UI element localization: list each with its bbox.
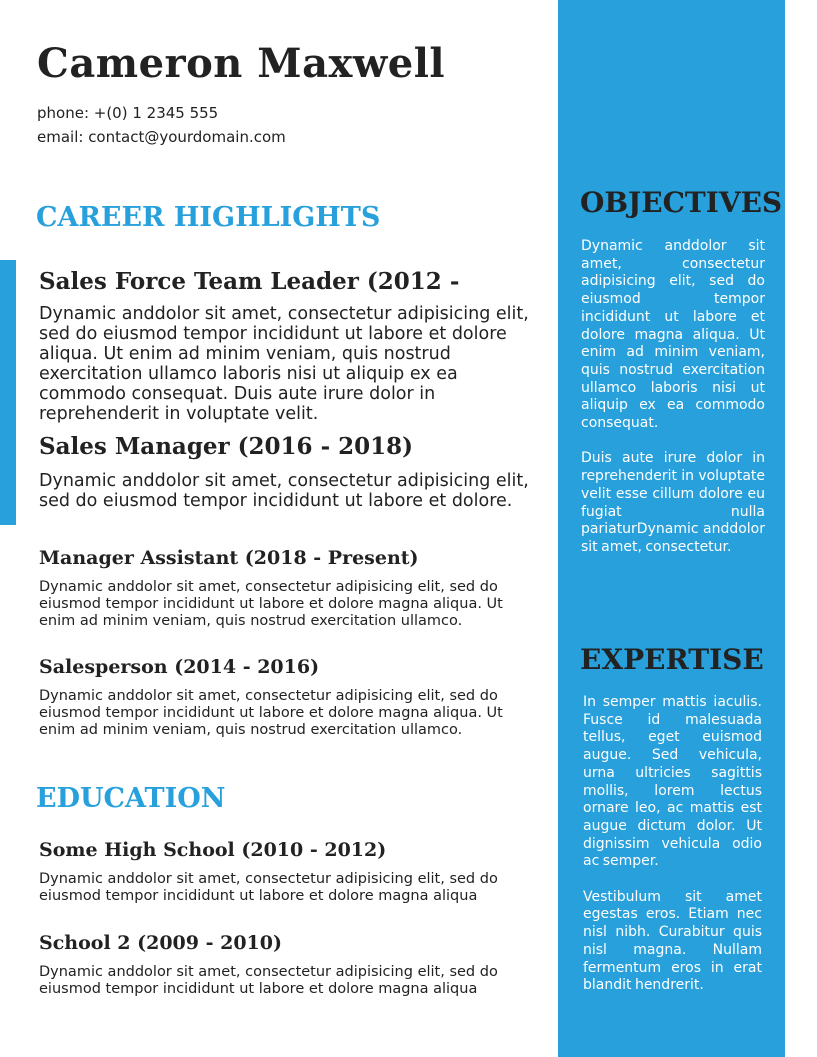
contact-email: email: contact@yourdomain.com — [37, 128, 286, 146]
expertise-paragraph: In semper mattis iaculis. Fusce id malesuada tellus, eget euismod augue. Sed vehicula, urna ultricies sagittis mollis, lorem lectus ornare leo, ac mattis est augue dictum dolor. Ut dignissim vehicula odio ac semper. — [583, 694, 762, 870]
accent-bar — [0, 260, 16, 525]
objectives-text — [581, 238, 765, 557]
contact-phone: phone: +(0) 1 2345 555 — [37, 104, 219, 122]
expertise-text — [583, 694, 762, 995]
career-highlights-heading: CAREER HIGHLIGHTS — [36, 202, 381, 233]
objectives-heading: OBJECTIVES — [580, 186, 783, 219]
job-title: Sales Force Team Leader (2012 - — [39, 268, 460, 295]
education-description: Dynamic anddolor sit amet, consectetur adipisicing elit, sed do eiusmod tempor incididunt ut labore et dolore magna aliqua — [39, 964, 498, 997]
objectives-paragraph: Dynamic anddolor sit amet, consectetur adipisicing elit, sed do eiusmod tempor incididunt ut labore et dolore magna aliqua. Ut enim ad minim veniam, quis nostrud exercitation ullamco laboris nisi ut aliquip ex ea commodo consequat. — [581, 238, 765, 432]
objectives-paragraph: Duis aute irure dolor in reprehenderit in voluptate velit esse cillum dolore eu fugiat nulla pariaturDynamic anddolor sit amet, consectetur. — [581, 450, 765, 555]
job-title: Salesperson (2014 - 2016) — [39, 656, 320, 678]
resume-name: Cameron Maxwell — [37, 40, 446, 87]
job-description: Dynamic anddolor sit amet, consectetur adipisicing elit, sed do eiusmod tempor incididunt ut labore et dolore. — [39, 471, 529, 511]
education-description: Dynamic anddolor sit amet, consectetur adipisicing elit, sed do eiusmod tempor incididunt ut labore et dolore magna aliqua — [39, 871, 498, 904]
job-description: Dynamic anddolor sit amet, consectetur adipisicing elit, sed do eiusmod tempor incididunt ut labore et dolore aliqua. Ut enim ad minim veniam, quis nostrud exercitation ullamco laboris nisi ut aliquip ex ea commodo consequat. Duis aute irure dolor in reprehenderit in voluptate velit. — [39, 304, 529, 424]
job-title: Manager Assistant (2018 - Present) — [39, 547, 419, 569]
expertise-heading: EXPERTISE — [580, 643, 764, 676]
job-description: Dynamic anddolor sit amet, consectetur adipisicing elit, sed do eiusmod tempor incididunt ut labore et dolore magna aliqua. Ut enim ad minim veniam, quis nostrud exercitation ullamco. — [39, 688, 503, 738]
education-title: Some High School (2010 - 2012) — [39, 839, 387, 861]
education-heading: EDUCATION — [36, 783, 226, 814]
job-description: Dynamic anddolor sit amet, consectetur adipisicing elit, sed do eiusmod tempor incididunt ut labore et dolore magna aliqua. Ut enim ad minim veniam, quis nostrud exercitation ullamco. — [39, 579, 503, 629]
expertise-paragraph: Vestibulum sit amet egestas eros. Etiam nec nisl nibh. Curabitur quis nisl magna. Nullam fermentum eros in erat blandit hendrerit. — [583, 888, 762, 994]
education-title: School 2 (2009 - 2010) — [39, 932, 282, 954]
job-title: Sales Manager (2016 - 2018) — [39, 433, 414, 460]
